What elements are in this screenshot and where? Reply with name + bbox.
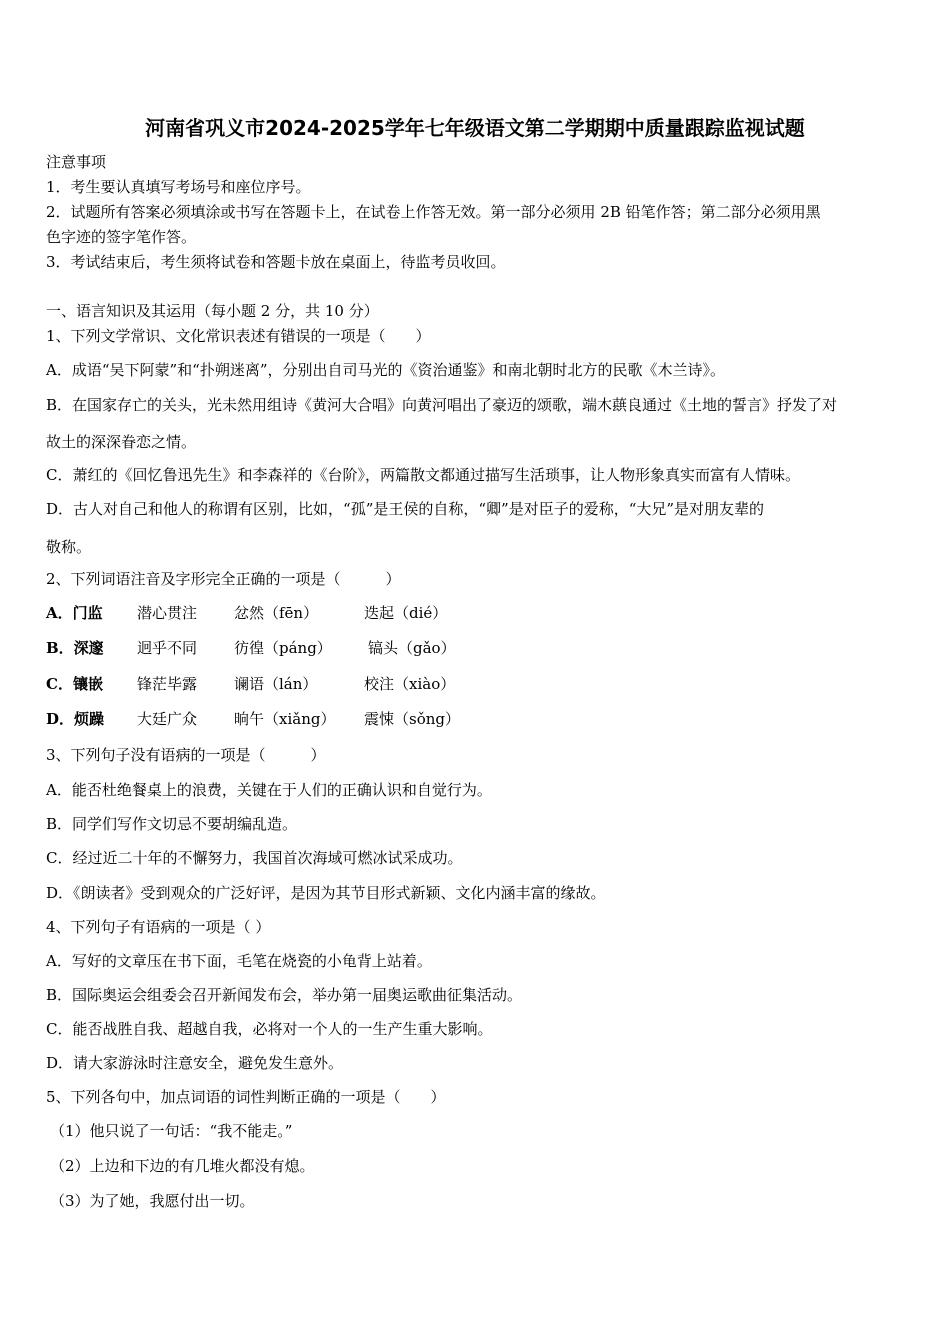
exam-page: 河南省巩义市2024-2025学年七年级语文第二学期期中质量跟踪监视试题 注意事项 1．考生要认真填写考场号和座位序号。 2．试题所有答案必须填涂或书写在答题卡上，在试卷上作答无效。第一部分必须用 2B 铅笔作答；第二部分必须用黑 色字迹的签字笔作答。 3．考试结束后，考生须将试卷和答题卡放在桌面上，待监考员收回。 一、语言知识及其运用（每小题 2 分，共 10 分） 1、下列文学常识、文化常识表述有错误的一项是（ ） A．成语“吴下阿蒙”和“扑朔迷离”，分别出自司马光的《资治通鉴》和南北朝时北方的民歌《木兰诗》。 B．在国家存亡的关头，光未然用组诗《黄河大合唱》向黄河唱出了豪迈的颂歌，端木蕻良通过《土地的誓言》抒发了对 故土的深深眷恋之情。 C．萧红的《回忆鲁迅先生》和李森祥的《台阶》，两篇散文都通过描写生活琐事，让人物形象真实而富有人情味。 D．古人对自己和他人的称谓有区别，比如，“孤”是王侯的自称，“卿”是对臣子的爱称，“大兄”是对朋友辈的 敬称。 2、下列词语注音及字形完全正确的一项是（ ） A．门监 潜心贯注 忿然（fēn） 迭起（dié） B．深邃 迥乎不同 彷徨（páng） 镐头（gǎo） C．镶嵌 锋茫毕露 谰语（lán） 校注（xiào） D．烦躁 大廷广众 晌午（xiǎng） 震悚（sǒng） 3、下列句子没有语病的一项是（ ） A．能否杜绝餐桌上的浪费，关键在于人们的正确认识和自觉行为。 B．同学们写作文切忌不要胡编乱造。 C．经过近二十年的不懈努力，我国首次海域可燃冰试采成功。 D．《朗读者》受到观众的广泛好评，是因为其节目形式新颖、文化内涵丰富的缘故。 4、下列句子有语病的一项是（ ） A．写好的文章压在书下面，毛笔在烧瓷的小龟背上站着。 B．国际奥运会组委会召开新闻发布会，举办第一届奥运歌曲征集活动。 C．能否战胜自我、超越自我，必将对一个人的一生产生重大影响。 D．请大家游泳时注意安全，避免发生意外。 5、下列各句中，加点词语的词性判断正确的一项是（ ） （1）他只说了一句话：“我不能走。” （2）上边和下边的有几堆火都没有熄。 （3）为了她，我愿付出一切。	[0, 0, 950, 1344]
option-c: C．萧红的《回忆鲁迅先生》和李森祥的《台阶》，两篇散文都通过描写生活琐事，让人物形象真实而富有人情味。	[46, 466, 800, 484]
section-heading: 一、语言知识及其运用（每小题 2 分，共 10 分）	[46, 302, 379, 320]
option-d: D．请大家游泳时注意安全，避免发生意外。	[46, 1054, 344, 1072]
notice-item: 2．试题所有答案必须填涂或书写在答题卡上，在试卷上作答无效。第一部分必须用 2B 铅笔作答；第二部分必须用黑	[46, 203, 821, 221]
option-d-continued: 敬称。	[46, 538, 92, 556]
option-d: D．古人对自己和他人的称谓有区别，比如，“孤”是王侯的自称，“卿”是对臣子的爱称，“大兄”是对朋友辈的	[46, 500, 765, 518]
option-a: A．写好的文章压在书下面，毛笔在烧瓷的小龟背上站着。	[46, 952, 432, 970]
question-stem: 2、下列词语注音及字形完全正确的一项是（ ）	[46, 570, 401, 588]
page-title: 河南省巩义市2024-2025学年七年级语文第二学期期中质量跟踪监视试题	[145, 116, 805, 140]
notice-item: 色字迹的签字笔作答。	[46, 228, 197, 246]
option-b: B．在国家存亡的关头，光未然用组诗《黄河大合唱》向黄河唱出了豪迈的颂歌，端木蕻良通过《土地的誓言》抒发了对	[46, 396, 838, 414]
option-d: D．《朗读者》受到观众的广泛好评，是因为其节目形式新颖、文化内涵丰富的缘故。	[46, 884, 606, 902]
sentence-item: （3）为了她，我愿付出一切。	[50, 1192, 255, 1210]
option-b: B．同学们写作文切忌不要胡编乱造。	[46, 815, 298, 833]
option-a: A．成语“吴下阿蒙”和“扑朔迷离”，分别出自司马光的《资治通鉴》和南北朝时北方的民歌《木兰诗》。	[46, 361, 726, 379]
question-stem: 1、下列文学常识、文化常识表述有错误的一项是（ ）	[46, 327, 431, 345]
option-b: B．国际奥运会组委会召开新闻发布会，举办第一届奥运歌曲征集活动。	[46, 986, 523, 1004]
question-stem: 5、下列各句中，加点词语的词性判断正确的一项是（ ）	[46, 1088, 446, 1106]
option-c: C．经过近二十年的不懈努力，我国首次海域可燃冰试采成功。	[46, 849, 463, 867]
sentence-item: （1）他只说了一句话：“我不能走。”	[50, 1122, 293, 1140]
notice-heading: 注意事项	[46, 153, 107, 171]
option-c: C．能否战胜自我、超越自我，必将对一个人的一生产生重大影响。	[46, 1020, 493, 1038]
notice-item: 1．考生要认真填写考场号和座位序号。	[46, 178, 311, 196]
question-stem: 4、下列句子有语病的一项是（ ）	[46, 918, 271, 936]
option-b-continued: 故土的深深眷恋之情。	[46, 433, 197, 451]
sentence-item: （2）上边和下边的有几堆火都没有熄。	[50, 1157, 315, 1175]
notice-item: 3．考试结束后，考生须将试卷和答题卡放在桌面上，待监考员收回。	[46, 253, 506, 271]
question-stem: 3、下列句子没有语病的一项是（ ）	[46, 746, 326, 764]
option-a: A．能否杜绝餐桌上的浪费，关键在于人们的正确认识和自觉行为。	[46, 781, 492, 799]
